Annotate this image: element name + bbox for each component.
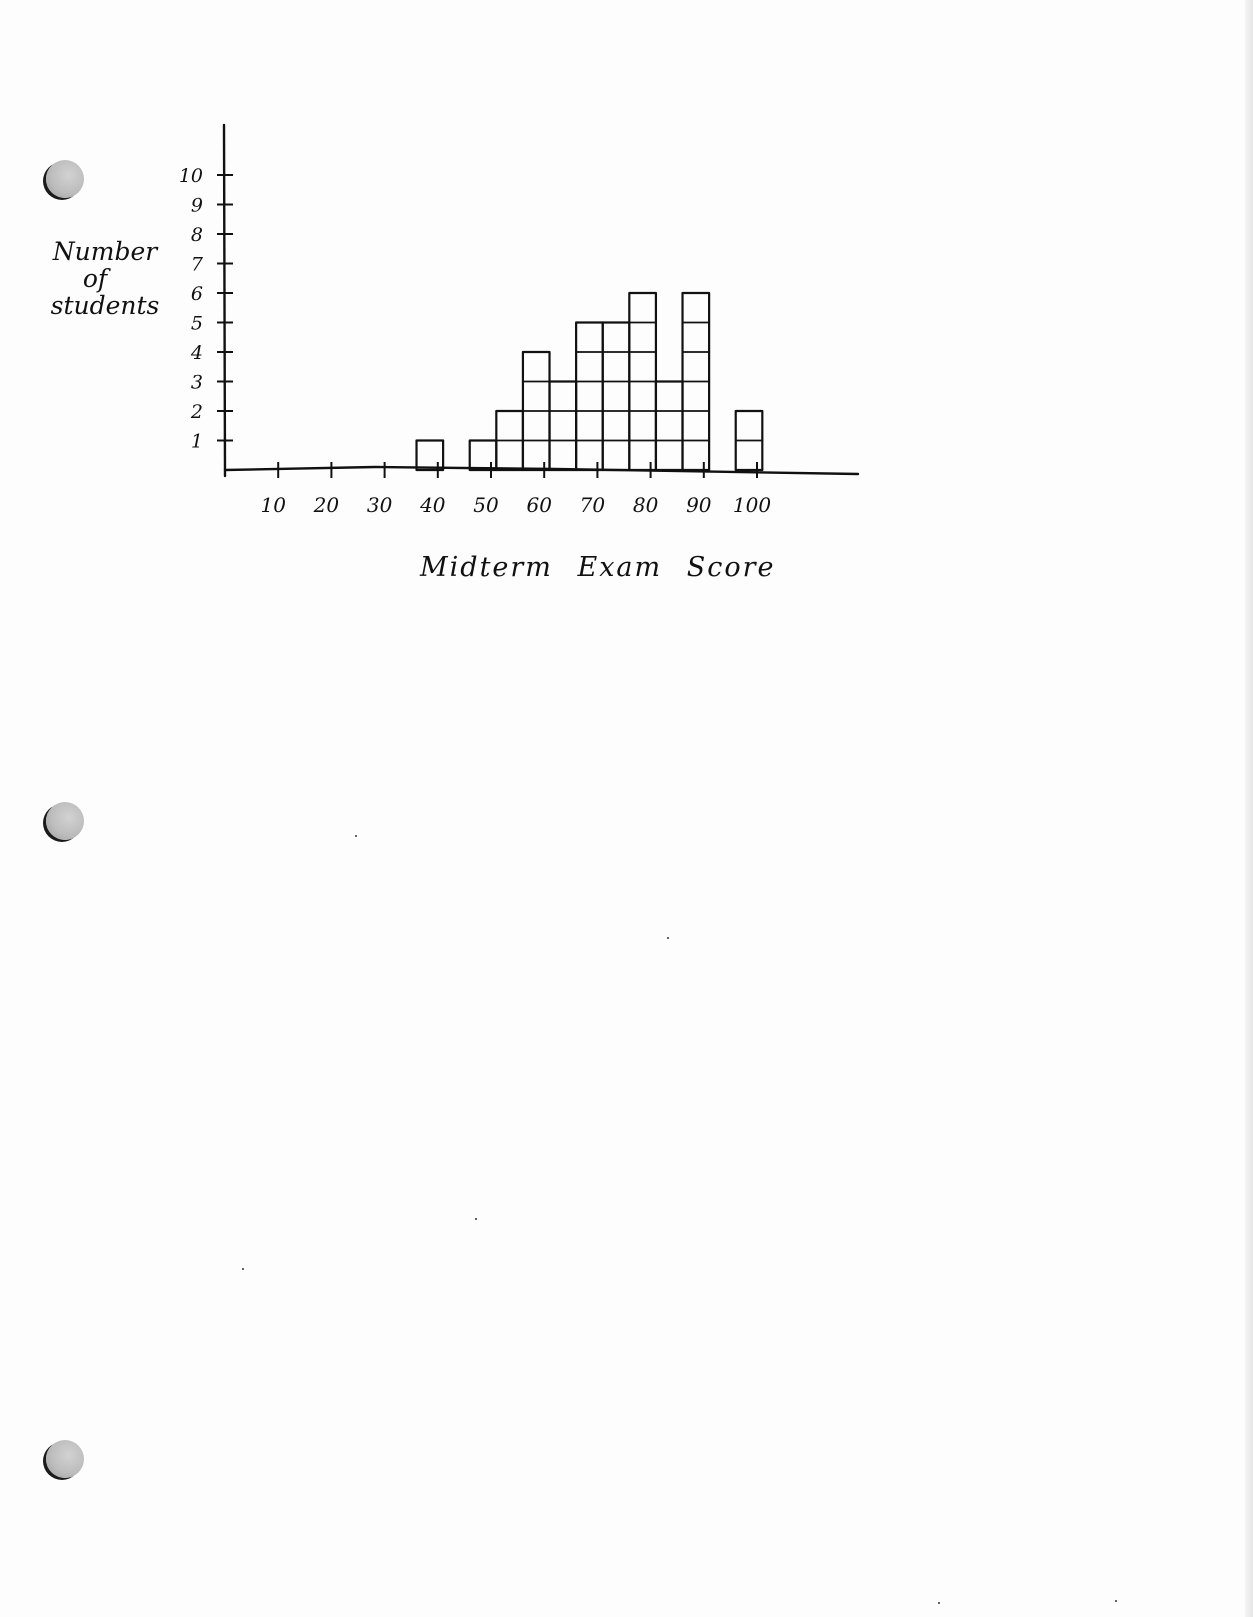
- y-axis-line: [224, 125, 225, 476]
- histogram-bar: [603, 323, 630, 471]
- x-tick-label: 70: [579, 493, 606, 517]
- histogram-bar: [656, 382, 683, 471]
- y-tick-label: 8: [190, 224, 203, 246]
- y-tick-label: 9: [190, 194, 203, 217]
- y-axis-label-line: of: [82, 264, 108, 293]
- histogram-bar: [550, 382, 577, 471]
- y-axis-label-line: Number: [52, 237, 158, 266]
- x-tick-label: 90: [686, 493, 712, 517]
- histogram-bar: [417, 441, 444, 471]
- x-tick-label: 20: [313, 493, 340, 517]
- y-tick-label: 2: [190, 401, 203, 423]
- x-tick-label: 80: [632, 493, 659, 517]
- x-tick-label: 40: [420, 493, 446, 517]
- y-tick-label: 7: [190, 253, 203, 276]
- histogram-bar: [576, 323, 603, 471]
- x-tick-label: 10: [260, 493, 286, 517]
- y-tick-label: 4: [190, 342, 203, 364]
- x-tick-label: 50: [473, 493, 499, 517]
- x-tick-label: 30: [366, 493, 393, 517]
- x-axis-label: Midterm Exam Score: [420, 552, 776, 583]
- y-tick-label: 6: [190, 283, 203, 305]
- y-tick-label: 3: [190, 371, 203, 394]
- y-tick-label: 1: [190, 430, 203, 453]
- y-axis-label-line: students: [50, 291, 160, 320]
- y-tick-label: 5: [190, 312, 203, 335]
- histogram-bar: [470, 441, 497, 471]
- x-tick-label: 100: [732, 493, 772, 517]
- y-tick-label: 10: [178, 165, 203, 187]
- x-tick-label: 60: [526, 493, 552, 517]
